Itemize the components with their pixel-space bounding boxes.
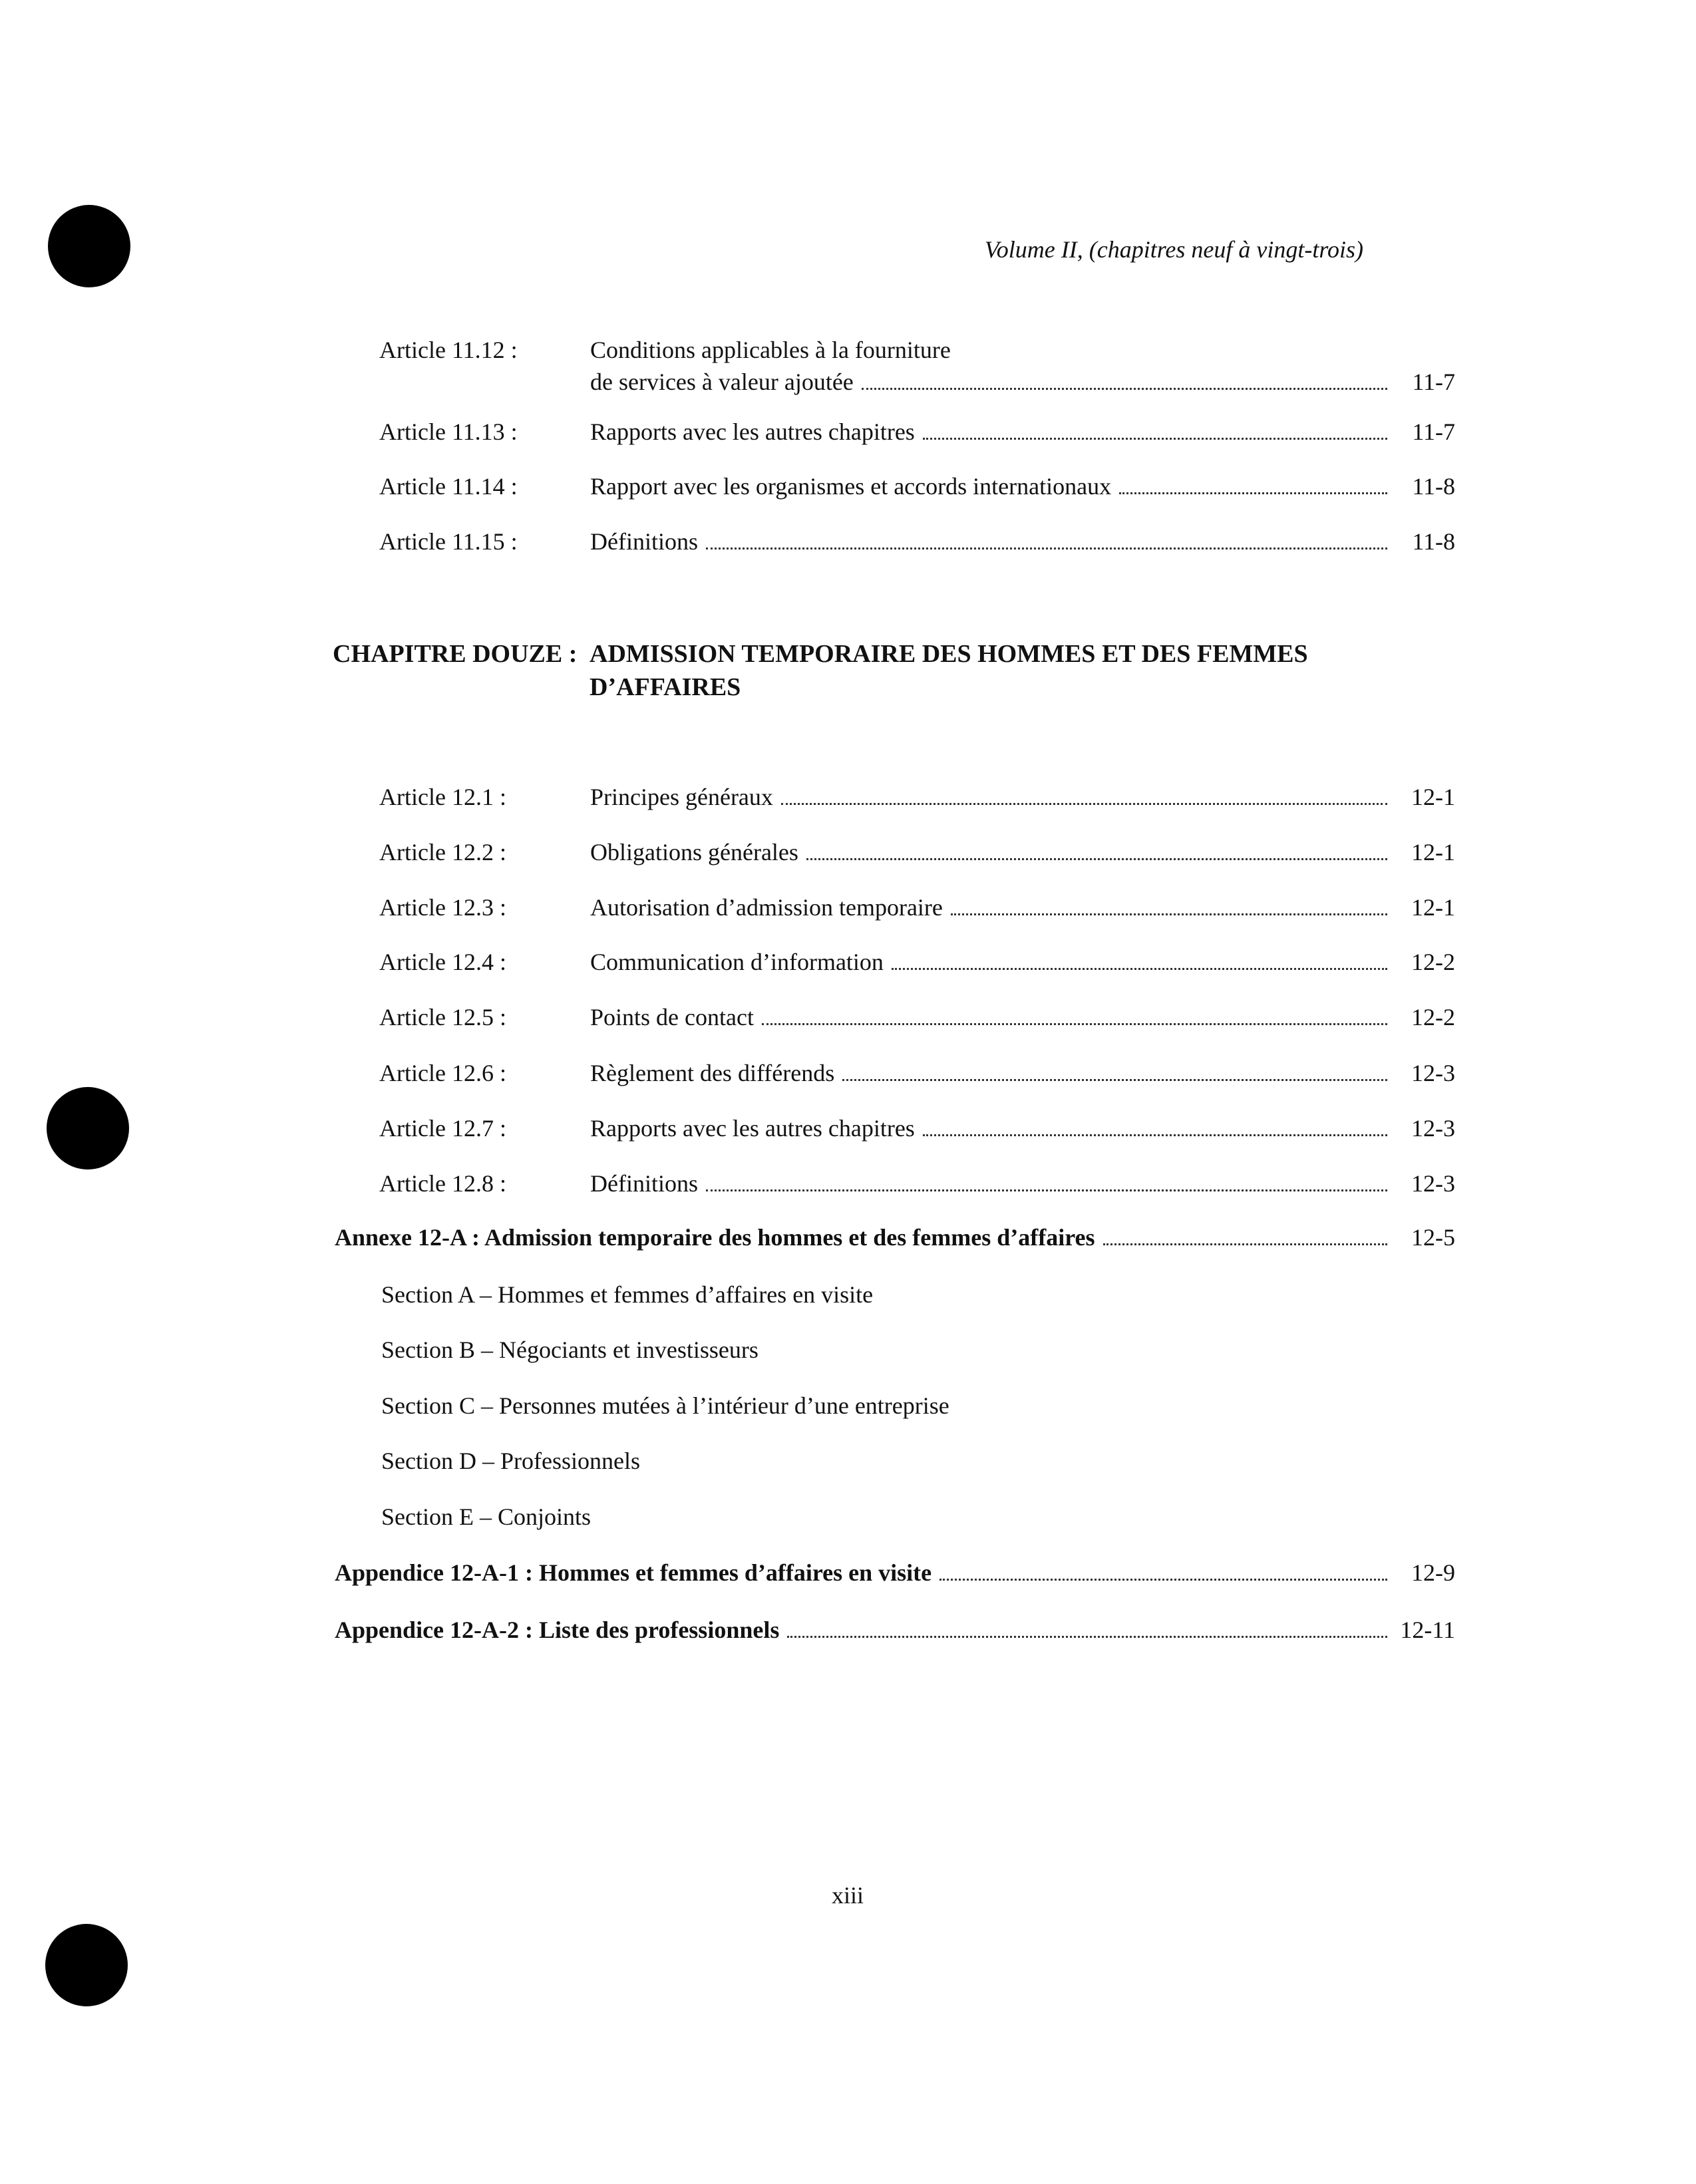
article-title: Définitions (590, 1170, 698, 1197)
article-title: de services à valeur ajoutée (590, 369, 854, 395)
section-entry: Section E – Conjoints (381, 1503, 591, 1530)
article-title: Rapports avec les autres chapitres (590, 418, 915, 445)
page-number: 12-3 (1411, 1115, 1455, 1142)
article-number: Article 12.7 : (379, 1115, 506, 1142)
section-entry: Section A – Hommes et femmes d’affaires en visite (381, 1281, 874, 1308)
page-number: 11-7 (1412, 418, 1455, 445)
article-number: Article 12.4 : (379, 949, 506, 975)
leader-line (590, 1168, 1455, 1199)
chapter-label: CHAPITRE DOUZE : (333, 640, 578, 668)
leader-line (590, 1001, 1455, 1033)
page-number: 12-2 (1411, 949, 1455, 975)
article-title: Communication d’information (590, 949, 884, 975)
leader-line (335, 1557, 1455, 1589)
leader-line (335, 1221, 1455, 1253)
article-title: Définitions (590, 528, 698, 555)
leader-line (590, 1057, 1455, 1089)
article-title: Obligations générales (590, 839, 798, 865)
dot-leader (762, 1023, 1387, 1025)
page-number: 12-1 (1411, 894, 1455, 921)
leader-line (590, 946, 1455, 978)
article-title: Points de contact (590, 1004, 754, 1030)
article-title: Rapport avec les organismes et accords internationaux (590, 473, 1112, 500)
article-number: Article 12.8 : (379, 1170, 506, 1197)
article-number: Article 12.6 : (379, 1060, 506, 1086)
dot-leader (1119, 492, 1387, 494)
leader-line (590, 416, 1455, 448)
page-number: 12-2 (1411, 1004, 1455, 1030)
dot-leader (1103, 1243, 1387, 1245)
article-number: Article 11.14 : (379, 473, 518, 500)
appendix-title: Appendice 12-A-2 : Liste des professionnels (335, 1617, 780, 1643)
page-number: 12-3 (1411, 1170, 1455, 1197)
dot-leader (862, 388, 1387, 390)
binder-hole (45, 1924, 128, 2006)
dot-leader (892, 968, 1387, 970)
page-number: 12-5 (1411, 1224, 1455, 1251)
leader-line (590, 891, 1455, 923)
dot-leader (923, 438, 1387, 440)
dot-leader (706, 1189, 1387, 1191)
section-entry: Section C – Personnes mutées à l’intérieur d’une entreprise (381, 1392, 949, 1419)
article-title: Règlement des différends (590, 1060, 835, 1086)
section-entry: Section D – Professionnels (381, 1448, 640, 1474)
page-footer-number: xiii (832, 1882, 864, 1909)
leader-line (590, 366, 1455, 398)
page-number: 11-7 (1412, 369, 1455, 395)
leader-line (335, 1614, 1455, 1646)
appendix-entry (335, 1614, 1455, 1646)
page-number: 12-9 (1411, 1559, 1455, 1586)
page-number: 11-8 (1412, 528, 1455, 555)
page-number: 11-8 (1412, 473, 1455, 500)
article-title: Autorisation d’admission temporaire (590, 894, 943, 921)
running-header: Volume II, (chapitres neuf à vingt-trois) (984, 236, 1363, 263)
leader-line (590, 1112, 1455, 1144)
appendix-entry (335, 1557, 1455, 1589)
chapter-title: ADMISSION TEMPORAIRE DES HOMMES ET DES FEMMES D’AFFAIRES (590, 640, 1308, 701)
page-number: 12-3 (1411, 1060, 1455, 1086)
annex-entry (335, 1221, 1455, 1253)
article-number: Article 12.1 : (379, 784, 506, 810)
article-number: Article 12.5 : (379, 1004, 506, 1030)
leader-line (590, 781, 1455, 813)
dot-leader (939, 1579, 1387, 1581)
annex-title: Annexe 12-A : Admission temporaire des hommes et des femmes d’affaires (335, 1224, 1095, 1251)
binder-hole (47, 1087, 129, 1170)
article-number: Article 12.3 : (379, 894, 506, 921)
article-number: Article 11.13 : (379, 418, 518, 445)
article-number: Article 11.12 : (379, 337, 518, 363)
article-title-line1: Conditions applicables à la fourniture (590, 337, 951, 363)
article-title: Rapports avec les autres chapitres (590, 1115, 915, 1142)
leader-line (590, 836, 1455, 868)
leader-line (590, 470, 1455, 502)
dot-leader (806, 858, 1387, 860)
dot-leader (781, 803, 1387, 805)
page-number: 12-11 (1400, 1617, 1455, 1643)
dot-leader (787, 1636, 1387, 1638)
article-body (590, 334, 1455, 398)
dot-leader (842, 1079, 1387, 1081)
section-entry: Section B – Négociants et investisseurs (381, 1336, 759, 1363)
article-title: Principes généraux (590, 784, 773, 810)
appendix-title: Appendice 12-A-1 : Hommes et femmes d’affaires en visite (335, 1559, 932, 1586)
binder-hole (48, 205, 130, 287)
dot-leader (706, 547, 1387, 549)
dot-leader (923, 1134, 1387, 1136)
leader-line (590, 526, 1455, 557)
article-number: Article 12.2 : (379, 839, 506, 865)
page-number: 12-1 (1411, 839, 1455, 865)
article-number: Article 11.15 : (379, 528, 518, 555)
dot-leader (951, 913, 1387, 915)
page-number: 12-1 (1411, 784, 1455, 810)
